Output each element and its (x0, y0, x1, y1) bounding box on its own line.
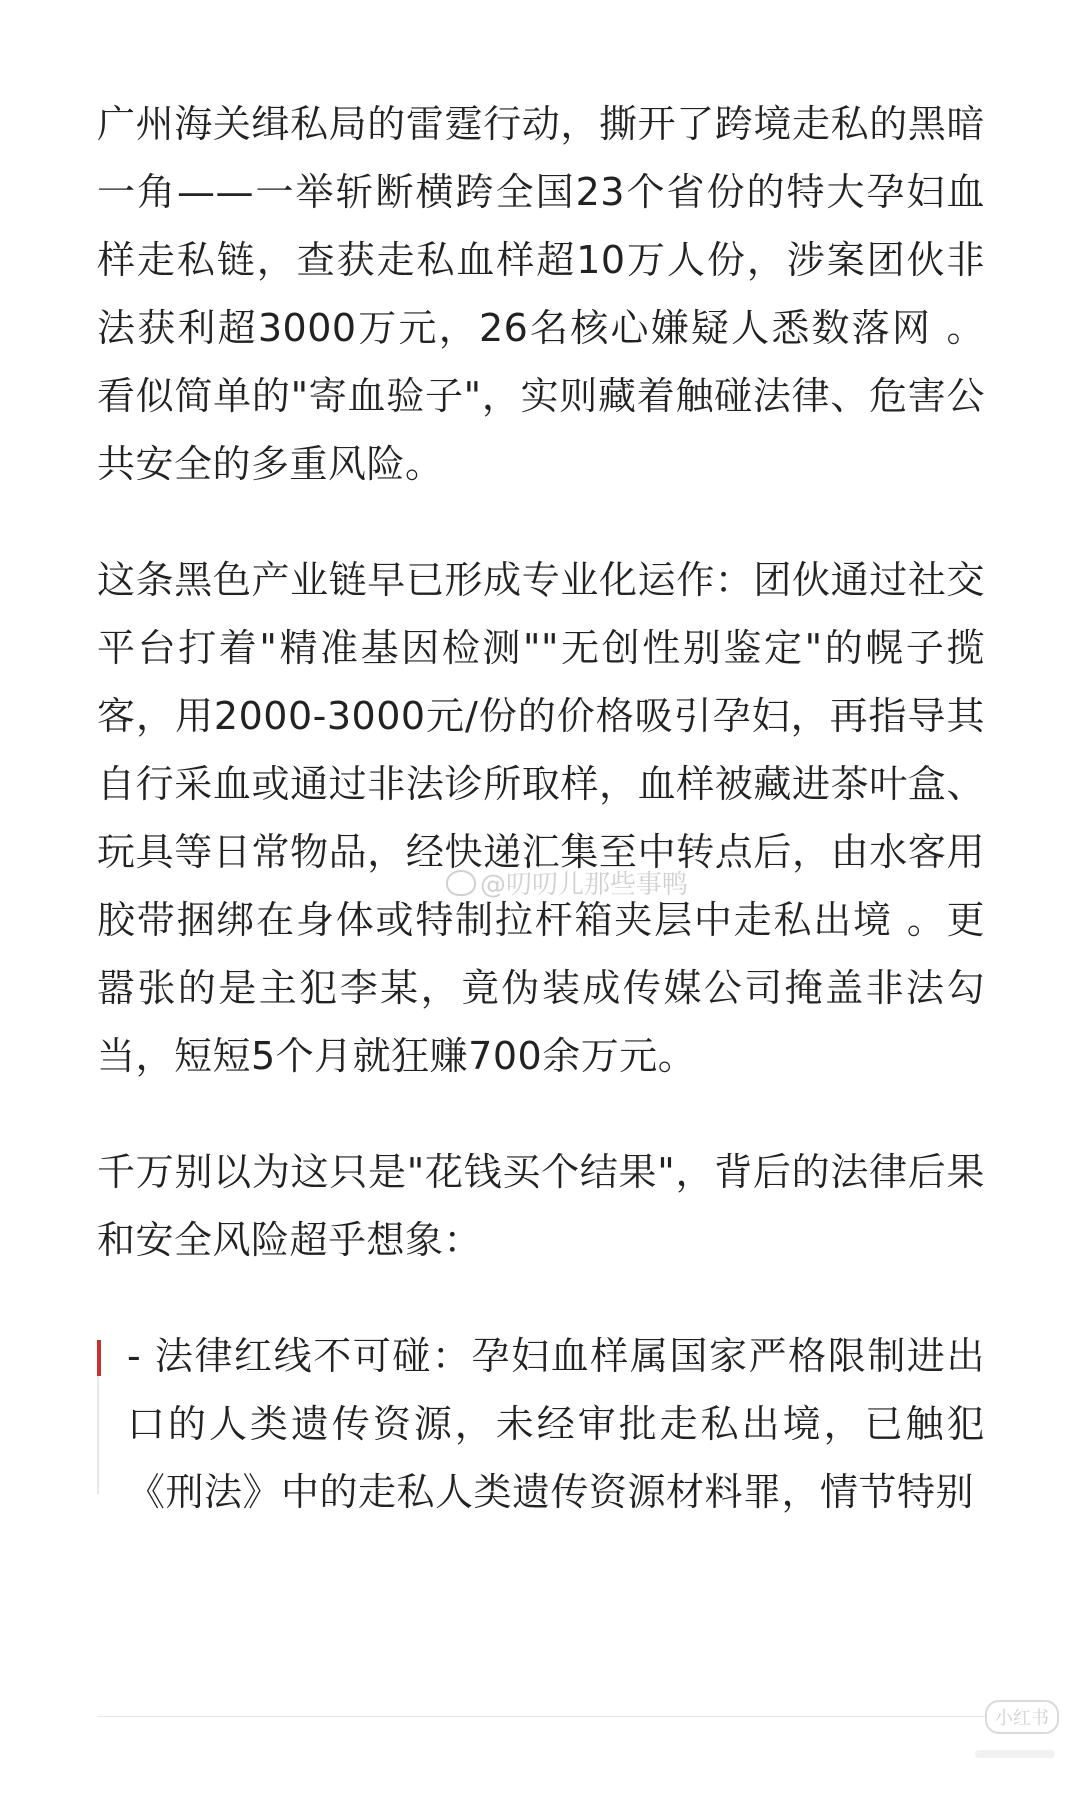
watermark-text: @叨叨儿那些事鸭 (480, 870, 689, 900)
paragraph-1: 广州海关缉私局的雷霆行动，撕开了跨境走私的黑暗一角——一举斩断横跨全国23个省份的特大孕妇血样走私链，查获走私血样超10万人份，涉案团伙非法获利超3000万元，26名核心嫌疑人悉数落网 。看似简单的"寄血验子"，实则藏着触碰法律、危害公共安全的多重风险。 (97, 102, 985, 486)
paragraph-2: 这条黑色产业链早已形成专业化运作：团伙通过社交平台打着"精准基因检测""无创性别鉴定"的幌子揽客，用2000-3000元/份的价格吸引孕妇，再指导其自行采血或通过非法诊所取样，血样被藏进茶叶盒、玩具等日常物品，经快递汇集至中转点后，由水客用胶带捆绑在身体或特制拉杆箱夹层中走私出境 。更嚣张的是主犯李某，竟伪装成传媒公司掩盖非法勾当，短短5个月就狂赚700余万元。 (97, 558, 985, 1078)
quote-accent-bar (97, 1340, 101, 1376)
weibo-icon (446, 870, 476, 896)
platform-logo: 小红书 (985, 1700, 1059, 1734)
quote-rule (97, 1376, 99, 1494)
paragraph-3: 千万别以为这只是"花钱买个结果"，背后的法律后果和安全风险超乎想象： (97, 1150, 985, 1262)
quote-text: - 法律红线不可碰：孕妇血样属国家严格限制进出口的人类遗传资源，未经审批走私出境，已触犯《刑法》中的走私人类遗传资源材料罪，情节特别 (127, 1334, 985, 1514)
divider (97, 1716, 985, 1717)
watermark (446, 864, 688, 901)
blockquote (97, 1322, 985, 1526)
logo-underline (975, 1750, 1055, 1758)
article-body (97, 90, 985, 1526)
